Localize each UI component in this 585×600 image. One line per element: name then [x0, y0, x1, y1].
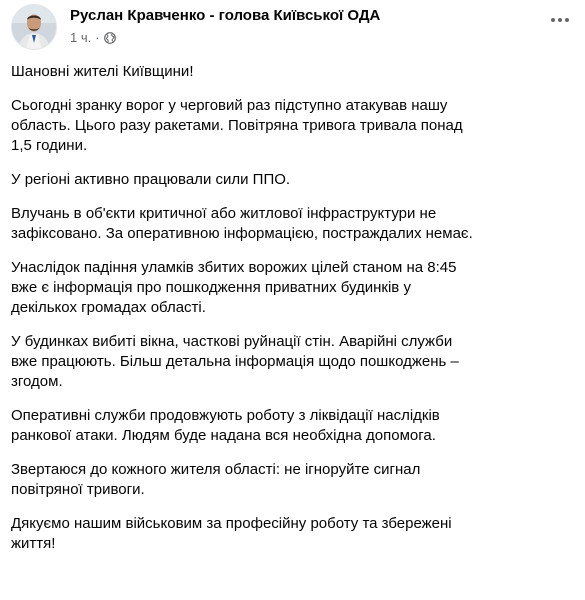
post-timestamp[interactable]: 1 ч.: [70, 30, 92, 45]
meta-separator: ·: [95, 30, 100, 45]
avatar-photo: [12, 5, 56, 49]
post-paragraph: Шановні жителі Київщини!: [11, 63, 194, 80]
author-name[interactable]: Руслан Кравченко - голова Київської ОДА: [70, 7, 381, 24]
post-paragraph: Дякуємо нашим військовим за професійну роботу та збережені життя!: [11, 515, 452, 552]
post-paragraph: Унаслідок падіння уламків збитих ворожих цілей станом на 8:45 вже є інформація про пошкодження приватних будинків у декількох громадах області.: [11, 259, 457, 316]
post-paragraph: У регіоні активно працювали сили ППО.: [11, 171, 291, 188]
post-paragraph: У будинках вибиті вікна, часткові руйнації стін. Аварійні служби вже працюють. Більш детальна інформація щодо пошкоджень – згодом.: [11, 333, 459, 390]
post-paragraph: Влучань в об'єкти критичної або житлової інфраструктури не зафіксовано. За оперативною інформацією, постраждалих немає.: [11, 205, 473, 242]
post-paragraph: Сьогодні зранку ворог у черговий раз підступно атакував нашу область. Цього разу ракетами. Повітряна тривога тривала понад 1,5 години.: [11, 97, 463, 154]
post-paragraph: Оперативні служби продовжують роботу з ліквідації наслідків ранкової атаки. Людям буде надана вся необхідна допомога.: [11, 407, 440, 444]
globe-icon: [104, 32, 116, 44]
post-header: [11, 4, 576, 52]
author-avatar[interactable]: [11, 4, 57, 50]
post-meta: [70, 30, 116, 45]
post-body: [11, 62, 576, 568]
post-paragraph: Звертаюся до кожного жителя області: не ігноруйте сигнал повітряної тривоги.: [11, 461, 421, 498]
more-dot: [551, 18, 555, 22]
more-dot: [565, 18, 569, 22]
more-dot: [558, 18, 562, 22]
more-options-button[interactable]: [544, 8, 576, 32]
